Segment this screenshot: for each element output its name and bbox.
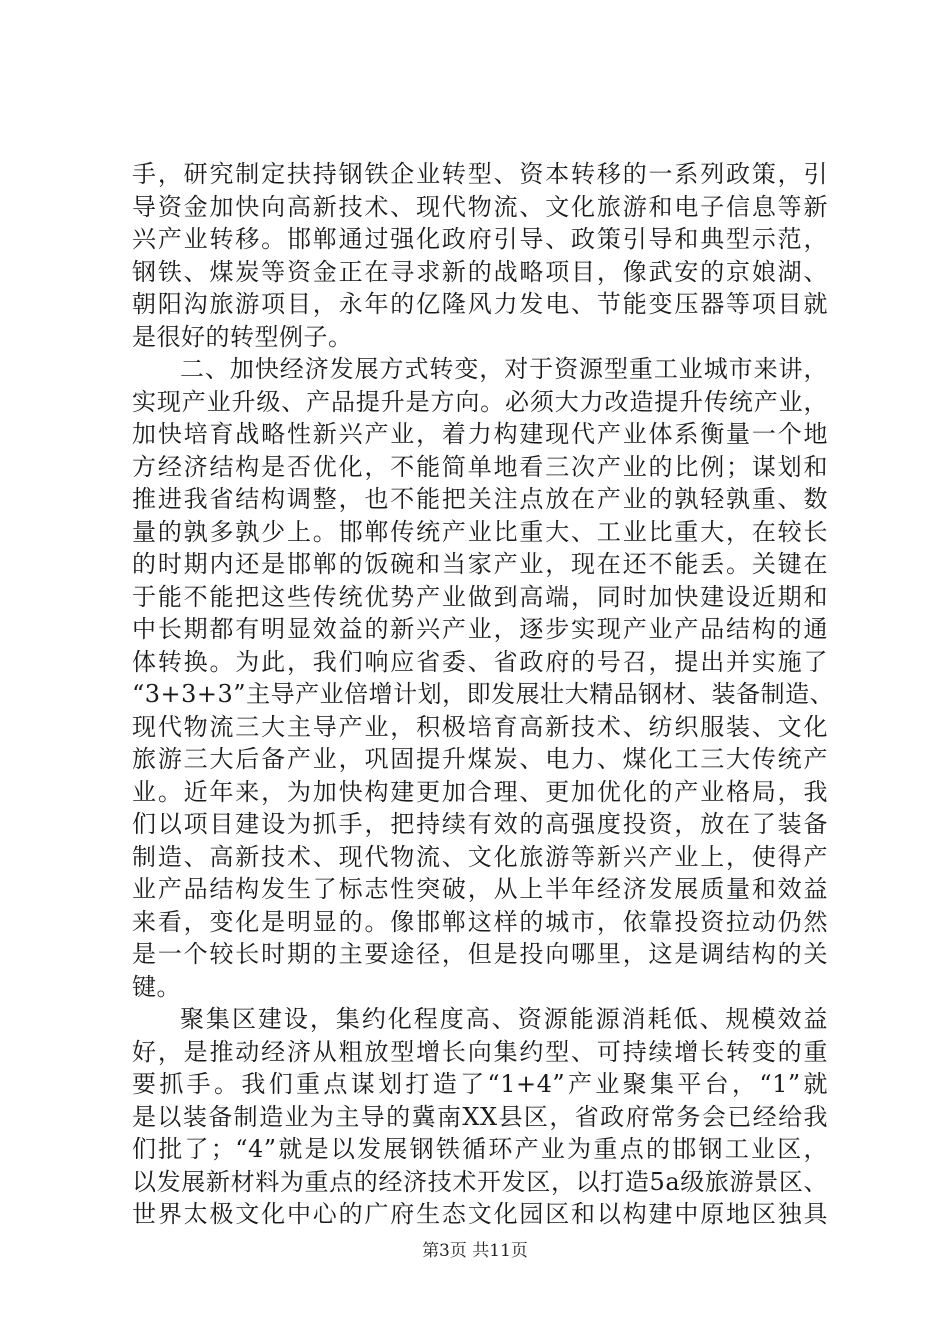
text-line: 体转换。为此，我们响应省委、省政府的号召，提出并实施了 [132, 647, 828, 676]
text-line: 二、加快经济发展方式转变，对于资源型重工业城市来讲， [180, 355, 828, 383]
document-body [132, 158, 835, 1231]
text-line: 是很好的转型例子。 [132, 322, 353, 351]
text-line: 业产品结构发生了标志性突破，从上半年经济发展质量和效益 [132, 875, 828, 903]
text-line: 朝阳沟旅游项目，永年的亿隆风力发电、节能变压器等项目就 [132, 290, 828, 318]
text-line: 世界太极文化中心的广府生态文化园区和以构建中原地区独具 [132, 1200, 828, 1228]
text-line: 键。 [132, 972, 181, 1001]
text-line: 旅游三大后备产业，巩固提升煤炭、电力、煤化工三大传统产 [132, 745, 828, 773]
text-line: 们批了；“4”就是以发展钢铁循环产业为重点的邯钢工业区， [132, 1135, 828, 1163]
text-line: 手，研究制定扶持钢铁企业转型、资本转移的一系列政策，引 [132, 160, 828, 188]
text-line: 聚集区建设，集约化程度高、资源能源消耗低、规模效益 [180, 1005, 828, 1033]
text-line: 制造、高新技术、现代物流、文化旅游等新兴产业上，使得产 [132, 842, 828, 871]
text-line: 中长期都有明显效益的新兴产业，逐步实现产业产品结构的通 [132, 615, 828, 643]
text-line: 的时期内还是邯郸的饭碗和当家产业，现在还不能丢。关键在 [132, 550, 828, 578]
text-line: 推进我省结构调整，也不能把关注点放在产业的孰轻孰重、数 [132, 485, 828, 513]
text-line: 钢铁、煤炭等资金正在寻求新的战略项目，像武安的京娘湖、 [132, 257, 828, 286]
text-line: 兴产业转移。邯郸通过强化政府引导、政策引导和典型示范， [132, 225, 828, 253]
page-footer [0, 1240, 950, 1262]
page-number-label: 第3页 共11页 [422, 1241, 528, 1261]
text-line: “3+3+3”主导产业倍增计划，即发展壮大精品钢材、装备制造、 [132, 680, 835, 708]
text-line: 来看，变化是明显的。像邯郸这样的城市，依靠投资拉动仍然 [132, 907, 828, 936]
text-line: 以发展新材料为重点的经济技术开发区，以打造5a级旅游景区、 [132, 1167, 828, 1196]
text-line: 要抓手。我们重点谋划打造了“1+4”产业聚集平台，“1”就 [132, 1070, 828, 1098]
text-line: 业。近年来，为加快构建更加合理、更加优化的产业格局，我 [132, 777, 828, 806]
text-line: 量的孰多孰少上。邯郸传统产业比重大、工业比重大，在较长 [132, 517, 828, 546]
text-line: 加快培育战略性新兴产业，着力构建现代产业体系衡量一个地 [132, 420, 828, 448]
text-line: 是以装备制造业为主导的冀南XX县区，省政府常务会已经给我 [132, 1102, 828, 1131]
text-line: 于能不能把这些传统优势产业做到高端，同时加快建设近期和 [132, 582, 828, 611]
text-line: 现代物流三大主导产业，积极培育高新技术、纺织服装、文化 [132, 712, 828, 741]
text-line: 们以项目建设为抓手，把持续有效的高强度投资，放在了装备 [132, 810, 828, 838]
text-line: 好，是推动经济从粗放型增长向集约型、可持续增长转变的重 [132, 1037, 828, 1066]
text-line: 实现产业升级、产品提升是方向。必须大力改造提升传统产业， [132, 387, 828, 416]
text-line: 方经济结构是否优化，不能简单地看三次产业的比例；谋划和 [132, 452, 828, 481]
text-line: 是一个较长时期的主要途径，但是投向哪里，这是调结构的关 [132, 940, 828, 968]
text-line: 导资金加快向高新技术、现代物流、文化旅游和电子信息等新 [132, 192, 828, 221]
